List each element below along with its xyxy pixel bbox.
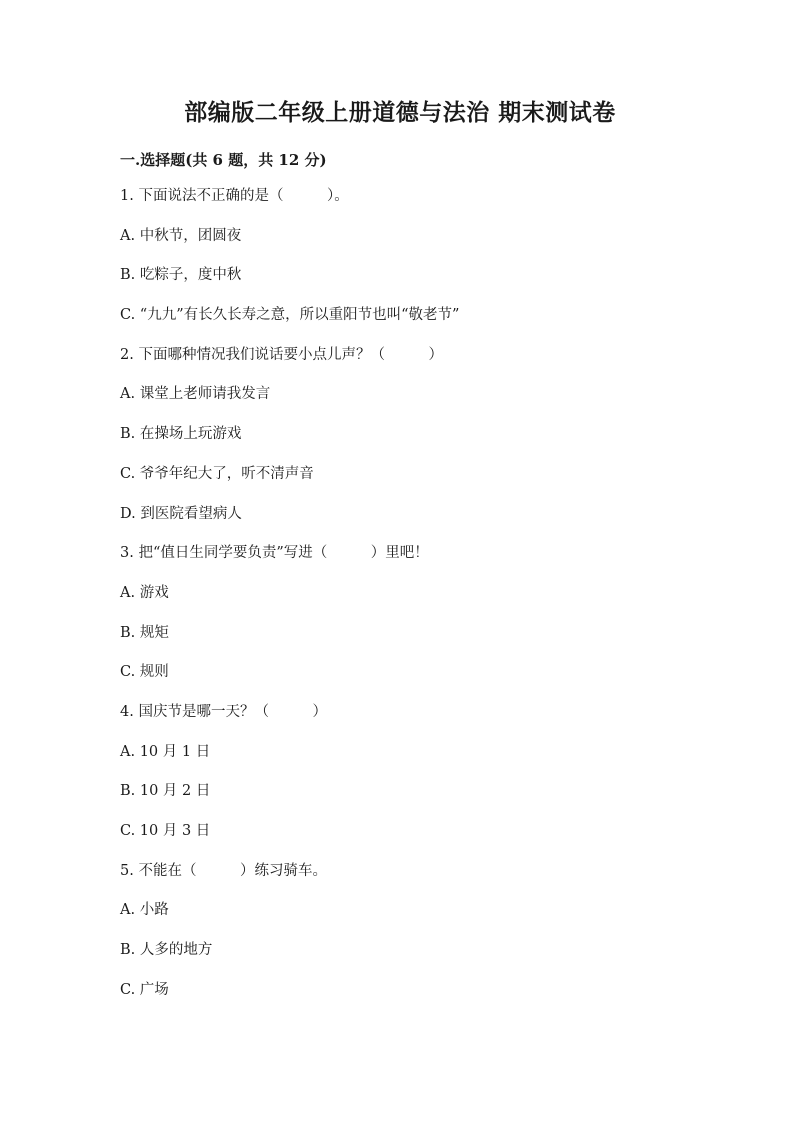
answer-option: B. 规矩 — [120, 624, 169, 641]
answer-option: D. 到医院看望病人 — [120, 505, 242, 522]
answer-option: C. 广场 — [120, 981, 169, 998]
question-stem: 3. 把“值日生同学要负责”写进（ ）里吧！ — [120, 545, 429, 562]
answer-option: C. “九九”有长久长寿之意，所以重阳节也叫“敬老节” — [120, 307, 460, 324]
answer-option: A. 游戏 — [120, 584, 169, 601]
question-stem: 4. 国庆节是哪一天？（ ） — [120, 703, 327, 720]
answer-option: A. 10 月 1 日 — [120, 743, 211, 760]
answer-option: B. 吃粽子，度中秋 — [120, 267, 242, 284]
answer-option: B. 10 月 2 日 — [120, 783, 211, 800]
answer-option: B. 在操场上玩游戏 — [120, 426, 242, 443]
question-stem: 2. 下面哪种情况我们说话要小点儿声？（ ） — [120, 346, 443, 363]
answer-option: B. 人多的地方 — [120, 942, 213, 959]
answer-option: C. 规则 — [120, 664, 169, 681]
answer-option: A. 中秋节，团圆夜 — [120, 227, 242, 244]
page-title: 部编版二年级上册道德与法治 期末测试卷 — [184, 99, 616, 126]
answer-option: C. 10 月 3 日 — [120, 823, 211, 839]
question-stem: 5. 不能在（ ）练习骑车。 — [120, 862, 327, 879]
question-stem: 1. 下面说法不正确的是（ ）。 — [120, 188, 349, 204]
question-list — [120, 185, 740, 1018]
section-heading: 一.选择题(共 6 题，共 12 分) — [120, 151, 327, 169]
answer-option: C. 爷爷年纪大了，听不清声音 — [120, 465, 314, 482]
answer-option: A. 小路 — [120, 902, 169, 919]
answer-option: A. 课堂上老师请我发言 — [120, 386, 271, 403]
